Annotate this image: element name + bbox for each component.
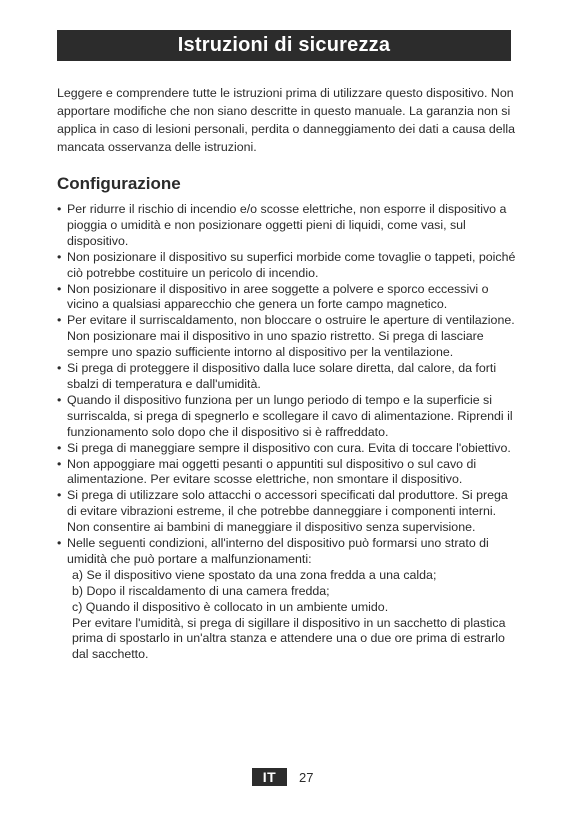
- list-item: • Non appoggiare mai oggetti pesanti o appuntiti sul dispositivo o sul cavo di alimentazione. Per evitare scosse elettriche, non smontare il dispositivo.: [57, 457, 517, 489]
- list-item-continuation: Per evitare l'umidità, si prega di sigillare il dispositivo in un sacchetto di plastica prima di spostarlo in un'altra stanza e attendere una o due ore prima di estrarlo dal sacchetto.: [72, 615, 506, 662]
- sub-item-a: a) Se il dispositivo viene spostato da una zona fredda a una calda;: [72, 567, 437, 582]
- sub-item-c: c) Quando il dispositivo è collocato in un ambiente umido.: [72, 599, 389, 614]
- list-item-humidity: [57, 536, 517, 663]
- language-badge: IT: [252, 768, 287, 786]
- list-item: • Si prega di utilizzare solo attacchi o accessori specificati dal produttore. Si prega di evitare vibrazioni estreme, il che potrebbe danneggiare i componenti interni. Non consentire ai bambini di maneggiare il dispositivo senza supervisione.: [57, 488, 517, 536]
- page-title: Istruzioni di sicurezza: [177, 34, 391, 56]
- list-item: • Per ridurre il rischio di incendio e/o scosse elettriche, non esporre il dispositivo a pioggia o umidità e non posizionare oggetti pieni di liquidi, come vasi, sul dispositivo.: [57, 202, 517, 250]
- page-number: 27: [299, 769, 314, 785]
- section-heading: Configurazione: [57, 174, 181, 193]
- page-title-bar: [57, 30, 511, 61]
- page-footer: [252, 768, 313, 786]
- list-item: • Per evitare il surriscaldamento, non bloccare o ostruire le aperture di ventilazione. Non posizionare mai il dispositivo in uno spazio ristretto. Si prega di lasciare sempre uno spazio sufficiente intorno al dispositivo per la ventilazione.: [57, 313, 517, 361]
- sub-item-b: b) Dopo il riscaldamento di una camera fredda;: [72, 583, 330, 598]
- list-item: • Si prega di proteggere il dispositivo dalla luce solare diretta, dal calore, da forti sbalzi di temperatura e dall'umidità.: [57, 361, 517, 393]
- list-item: • Non posizionare il dispositivo in aree soggette a polvere e sporco eccessivi o vicino a qualsiasi apparecchio che genera un forte campo magnetico.: [57, 282, 517, 314]
- list-item: • Quando il dispositivo funziona per un lungo periodo di tempo e la superficie si surriscalda, si prega di spegnerlo e scollegare il cavo di alimentazione. Riprendi il funzionamento solo dopo che il dispositivo si è raffreddato.: [57, 393, 517, 441]
- list-item: • Non posizionare il dispositivo su superfici morbide come tovaglie o tappeti, poiché ciò potrebbe costituire un pericolo di incendio.: [57, 250, 517, 282]
- safety-list: [57, 202, 517, 663]
- list-item-text: Nelle seguenti condizioni, all'interno del dispositivo può formarsi uno strato di umidità che può portare a malfunzionamenti:: [67, 536, 489, 566]
- list-item: • Si prega di maneggiare sempre il dispositivo con cura. Evita di toccare l'obiettivo.: [57, 441, 517, 457]
- intro-paragraph: Leggere e comprendere tutte le istruzioni prima di utilizzare questo dispositivo. Non apportare modifiche che non siano descritte in questo manuale. La garanzia non si applica in caso di lesioni personali, perdita o danneggiamento dei dati a causa della mancata osservanza delle istruzioni.: [57, 86, 516, 154]
